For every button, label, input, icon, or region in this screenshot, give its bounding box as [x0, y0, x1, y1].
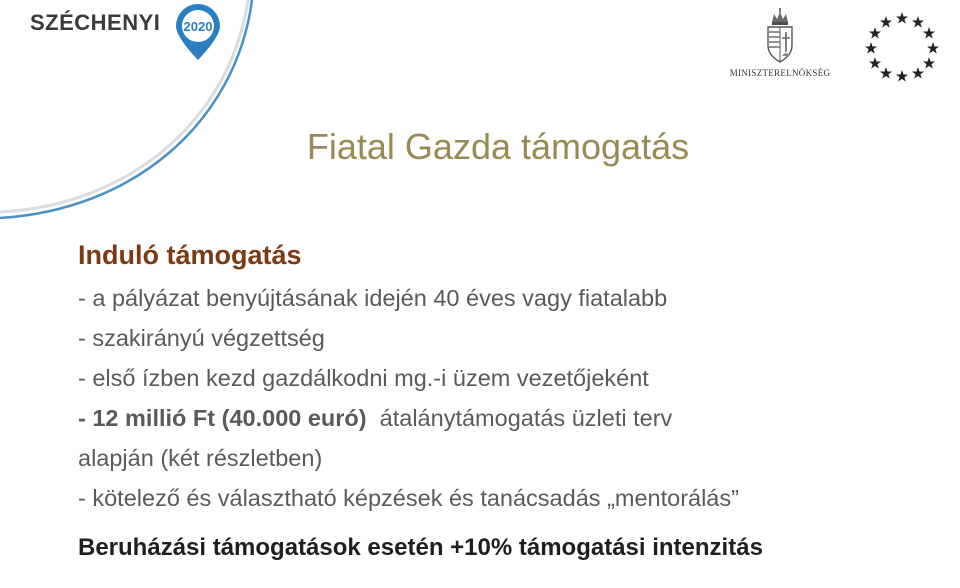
eu-stars-icon — [862, 10, 942, 82]
szechenyi-2020-logo — [30, 4, 220, 62]
amount-value: - 12 millió Ft (40.000 euró) — [78, 405, 367, 431]
investment-support-note: Beruházási támogatások esetén +10% támogatási intenzitás — [78, 534, 763, 561]
szechenyi-logo-year: 2020 — [183, 19, 213, 34]
list-item-amount — [78, 398, 948, 438]
list-item-continuation: alapján (két részletben) — [78, 445, 323, 471]
szechenyi-logo-text: SZÉCHENYI — [30, 10, 161, 35]
list-item: - első ízben kezd gazdálkodni mg.-i üzem vezetőjeként — [78, 365, 649, 391]
ministry-logo — [722, 8, 838, 84]
section-heading: Induló támogatás — [78, 240, 302, 270]
hungarian-coat-of-arms-icon — [760, 8, 800, 66]
amount-description: átalánytámogatás üzleti terv — [366, 405, 673, 431]
map-pin-icon — [170, 4, 226, 62]
list-item: - kötelező és választható képzések és tanácsadás „mentorálás” — [78, 485, 739, 511]
list-item: - a pályázat benyújtásának idején 40 éves vagy fiatalabb — [78, 285, 668, 311]
list-item: - szakirányú végzettség — [78, 325, 325, 351]
content-body — [78, 236, 948, 568]
page-title: Fiatal Gazda támogatás — [306, 126, 690, 167]
ministry-name: MINISZTERELNÖKSÉG — [729, 68, 831, 78]
